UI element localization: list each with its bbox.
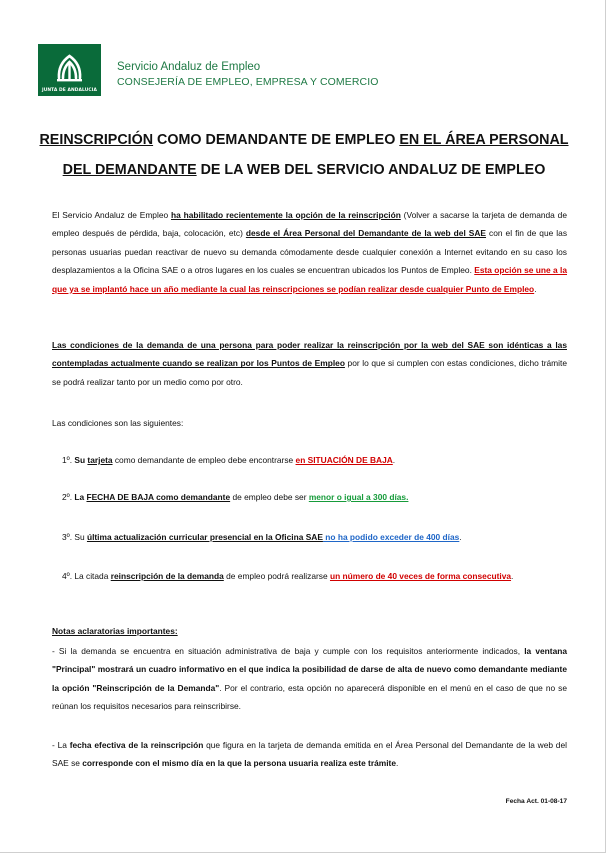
text-run: de empleo debe ser — [230, 492, 309, 502]
text-run: (Volver a sacarse la tarjeta de demanda de empleo después de pérdida, baja, colocación, etc) — [52, 210, 567, 239]
text-run: . — [511, 571, 514, 581]
org-ministry: CONSEJERÍA DE EMPLEO, EMPRESA Y COMERCIO — [117, 76, 379, 88]
title-fragment: REINSCRIPCIÓN — [39, 132, 154, 148]
text-run-bold: Su — [74, 455, 88, 465]
junta-andalucia-logo — [38, 44, 101, 96]
text-run-bold: desde el Área Personal del Demandante de la web del SAE — [245, 228, 487, 239]
text-run-highlight-blue: no ha podido exceder de 400 días — [322, 532, 460, 542]
title-fragment: COMO DEMANDANTE DE EMPLEO — [153, 132, 400, 148]
title-fragment: EN EL ÁREA PERSONAL — [399, 132, 569, 148]
text-run-bold: FECHA DE BAJA como demandante — [86, 492, 231, 502]
text-run: de empleo podrá realizarse — [223, 571, 330, 581]
text-run: . Por el contrario, esta opción no aparecerá disponible en el menú en el caso de que no se reúnan los requisitos necesarios para reinscribirse. — [52, 682, 567, 712]
text-run: . — [395, 758, 399, 769]
text-run-bold: la ventana "Principal" mostrará un cuadro informativo en el que indica la posibilidad de darse de alta de nuevo como demandante mediante la opción "Reinscripción de la Demanda" — [52, 646, 568, 693]
condition-item-3 — [62, 531, 462, 543]
text-run: 4º. La citada — [62, 571, 111, 581]
text-run: por lo que si cumplen con estas condiciones, dicho trámite se podrá realizar tanto por un medio como por otro. — [52, 358, 568, 387]
text-run: - La — [52, 740, 70, 750]
text-run-highlight-red: Esta opción se une a la que ya se implantó hace un año mediante la cual las reinscripciones se podían realizar desde cualquier Punto de Empleo — [52, 265, 567, 294]
note-1 — [52, 642, 567, 716]
text-run: El Servicio Andaluz de Empleo — [52, 210, 171, 220]
text-run-bold: La — [74, 492, 87, 502]
text-run-highlight-red: en SITUACIÓN DE BAJA — [295, 455, 393, 465]
org-name: Servicio Andaluz de Empleo — [117, 61, 261, 73]
logo-caption: JUNTA DE ANDALUCIA — [41, 88, 97, 93]
text-run: . — [459, 532, 462, 542]
note-2 — [52, 736, 567, 773]
text-run: con el fin de que las personas usuarias puedan reactivar de nuevo su demanda cómodamente desde cualquier conexión a Internet evitando en su caso los desplazamientos a la Oficina SAE o a otros lugares en los cuales se encuentran ubicados los Puntos de Empleo. — [52, 228, 568, 276]
text-run: - Si la demanda se encuentra en situación administrativa de baja y cumple con los requisitos anteriormente indicados, — [52, 646, 525, 656]
document-title-line-2 — [30, 160, 578, 180]
condition-item-1 — [62, 454, 395, 466]
text-run: . — [534, 283, 537, 294]
item-number: 2º. — [62, 492, 75, 502]
condition-item-2 — [62, 491, 408, 503]
condition-item-4 — [62, 570, 513, 582]
text-run-highlight-red: un número de 40 veces de forma consecutiva — [329, 571, 512, 581]
text-run-bold: ha habilitado recientemente la opción de la reinscripción — [170, 210, 401, 220]
text-run-bold: Las condiciones de la demanda de una persona para poder realizar la reinscripción por la web del SAE son idénticas a las contempladas actualmente cuando se realizan por los Puntos de Empleo — [52, 340, 567, 369]
text-run-highlight-green: menor o igual a 300 días. — [308, 492, 409, 502]
conditions-paragraph — [52, 336, 567, 391]
text-run: 3º. Su — [62, 532, 87, 542]
update-date: Fecha Act. 01-08-17 — [505, 798, 567, 805]
text-run-bold: fecha efectiva de la reinscripción — [69, 740, 204, 750]
text-run-bold: corresponde con el mismo día en la que la persona usuaria realiza este trámite — [82, 758, 396, 769]
title-fragment: DEL DEMANDANTE — [62, 162, 197, 178]
item-number: 1º. — [62, 455, 75, 465]
text-run: como demandante de empleo debe encontrarse — [112, 455, 296, 465]
text-run: . — [392, 455, 396, 465]
intro-paragraph — [52, 206, 567, 298]
text-run: que figura en la tarjeta de demanda emitida en el Área Personal del Demandante de la web del SAE se — [52, 740, 567, 769]
document-title-line-1 — [30, 130, 578, 150]
text-run-bold: tarjeta — [87, 455, 113, 465]
notes-heading: Notas aclaratorias importantes: — [52, 626, 178, 636]
text-run-bold: reinscripción de la demanda — [110, 571, 224, 581]
text-run-bold: última actualización curricular presencial en la Oficina SAE — [86, 532, 323, 542]
conditions-intro: Las condiciones son las siguientes: — [52, 418, 184, 428]
title-fragment: DE LA WEB DEL SERVICIO ANDALUZ DE EMPLEO — [196, 162, 546, 178]
